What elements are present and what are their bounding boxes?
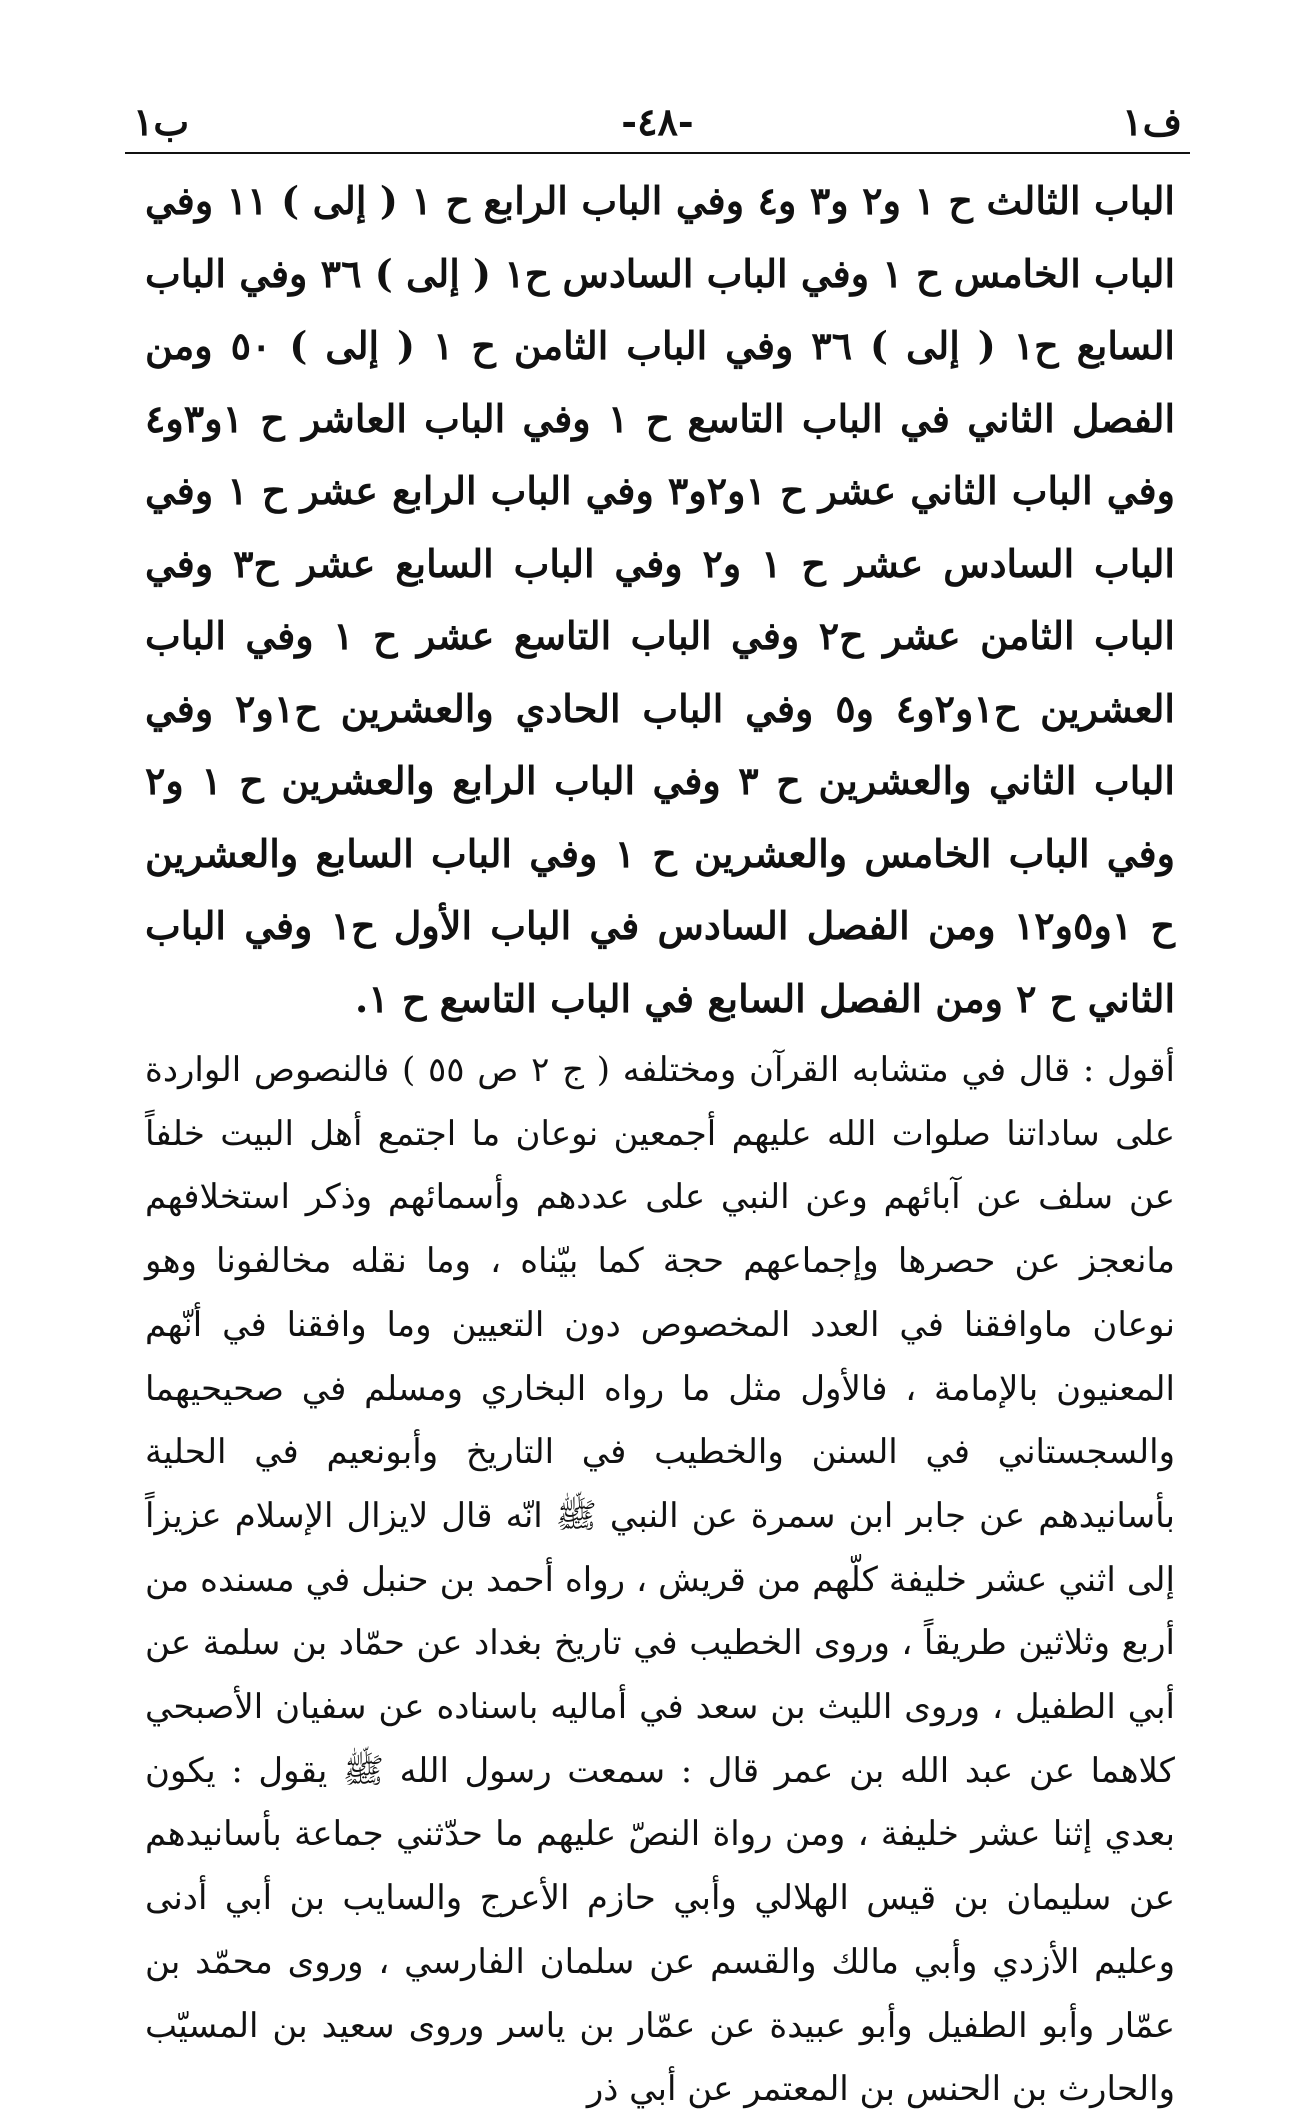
header-rule [125, 152, 1190, 154]
header-left-marker: ب١ [133, 99, 190, 144]
page-number: -٤٨- [621, 99, 694, 144]
page-header [125, 96, 1190, 146]
paragraph-commentary: أقول : قال في متشابه القرآن ومختلفه ( ج ٢ ص ٥٥ ) فالنصوص الواردة على ساداتنا صلوات الله عليهم أجمعين نوعان ما اجتمع أهل البيت خلفاً عن سلف عن آبائهم وعن النبي على عددهم وأسمائهم وذكر استخلافهم مانعجز عن حصرها وإجماعهم حجة كما بيّناه ، وما نقله مخالفونا وهو نوعان ماوافقنا في العدد المخصوص دون التعيين وما وافقنا في أنّهم المعنيون بالإمامة ، فالأول مثل ما رواه البخاري ومسلم في صحيحيهما والسجستاني في السنن والخطيب في التاريخ وأبونعيم في الحلية بأسانيدهم عن جابر ابن سمرة عن النبي ﷺ انّه قال لايزال الإسلام عزيزاً إلى اثني عشر خليفة كلّهم من قريش ، رواه أحمد بن حنبل في مسنده من أربع وثلاثين طريقاً ، وروى الخطيب في تاريخ بغداد عن حمّاد بن سلمة عن أبي الطفيل ، وروى الليث بن سعد في أماليه باسناده عن سفيان الأصبحي كلاهما عن عبد الله بن عمر قال : سمعت رسول الله ﷺ يقول : يكون بعدي إثنا عشر خليفة ، ومن رواة النصّ عليهم ما حدّثني جماعة بأسانيدهم عن سليمان بن قيس الهلالي وأبي حازم الأعرج والسايب بن أبي أدنى وعليم الأزدي وأبي مالك والقسم عن سلمان الفارسي ، وروى محمّد بن عمّار وأبو الطفيل وأبو عبيدة عن عمّار بن ياسر وروى سعيد بن المسيّب والحارث بن الحنس بن المعتمر عن أبي ذر [145, 1050, 1175, 2110]
paragraph-references: الباب الثالث ح ١ و٢ و٣ و٤ وفي الباب الرابع ح ١ ( إلى ) ١١ وفي الباب الخامس ح ١ وفي الباب السادس ح١ ( إلى ) ٣٦ وفي الباب السابع ح١ ( إلى ) ٣٦ وفي الباب الثامن ح ١ ( إلى ) ٥٠ ومن الفصل الثاني في الباب التاسع ح ١ وفي الباب العاشر ح ١و٣و٤ وفي الباب الثاني عشر ح ١و٢و٣ وفي الباب الرابع عشر ح ١ وفي الباب السادس عشر ح ١ و٢ وفي الباب السابع عشر ح٣ وفي الباب الثامن عشر ح٢ وفي الباب التاسع عشر ح ١ وفي الباب العشرين ح١و٢و٤ و٥ وفي الباب الحادي والعشرين ح١و٢ وفي الباب الثاني والعشرين ح ٣ وفي الباب الرابع والعشرين ح ١ و٢ وفي الباب الخامس والعشرين ح ١ وفي الباب السابع والعشرين ح ١و٥و١٢ ومن الفصل السادس في الباب الأول ح١ وفي الباب الثاني ح ٢ ومن الفصل السابع في الباب التاسع ح ١. [145, 178, 1176, 1021]
header-right-marker: ف١ [1122, 99, 1182, 144]
body-text [145, 165, 1175, 2122]
